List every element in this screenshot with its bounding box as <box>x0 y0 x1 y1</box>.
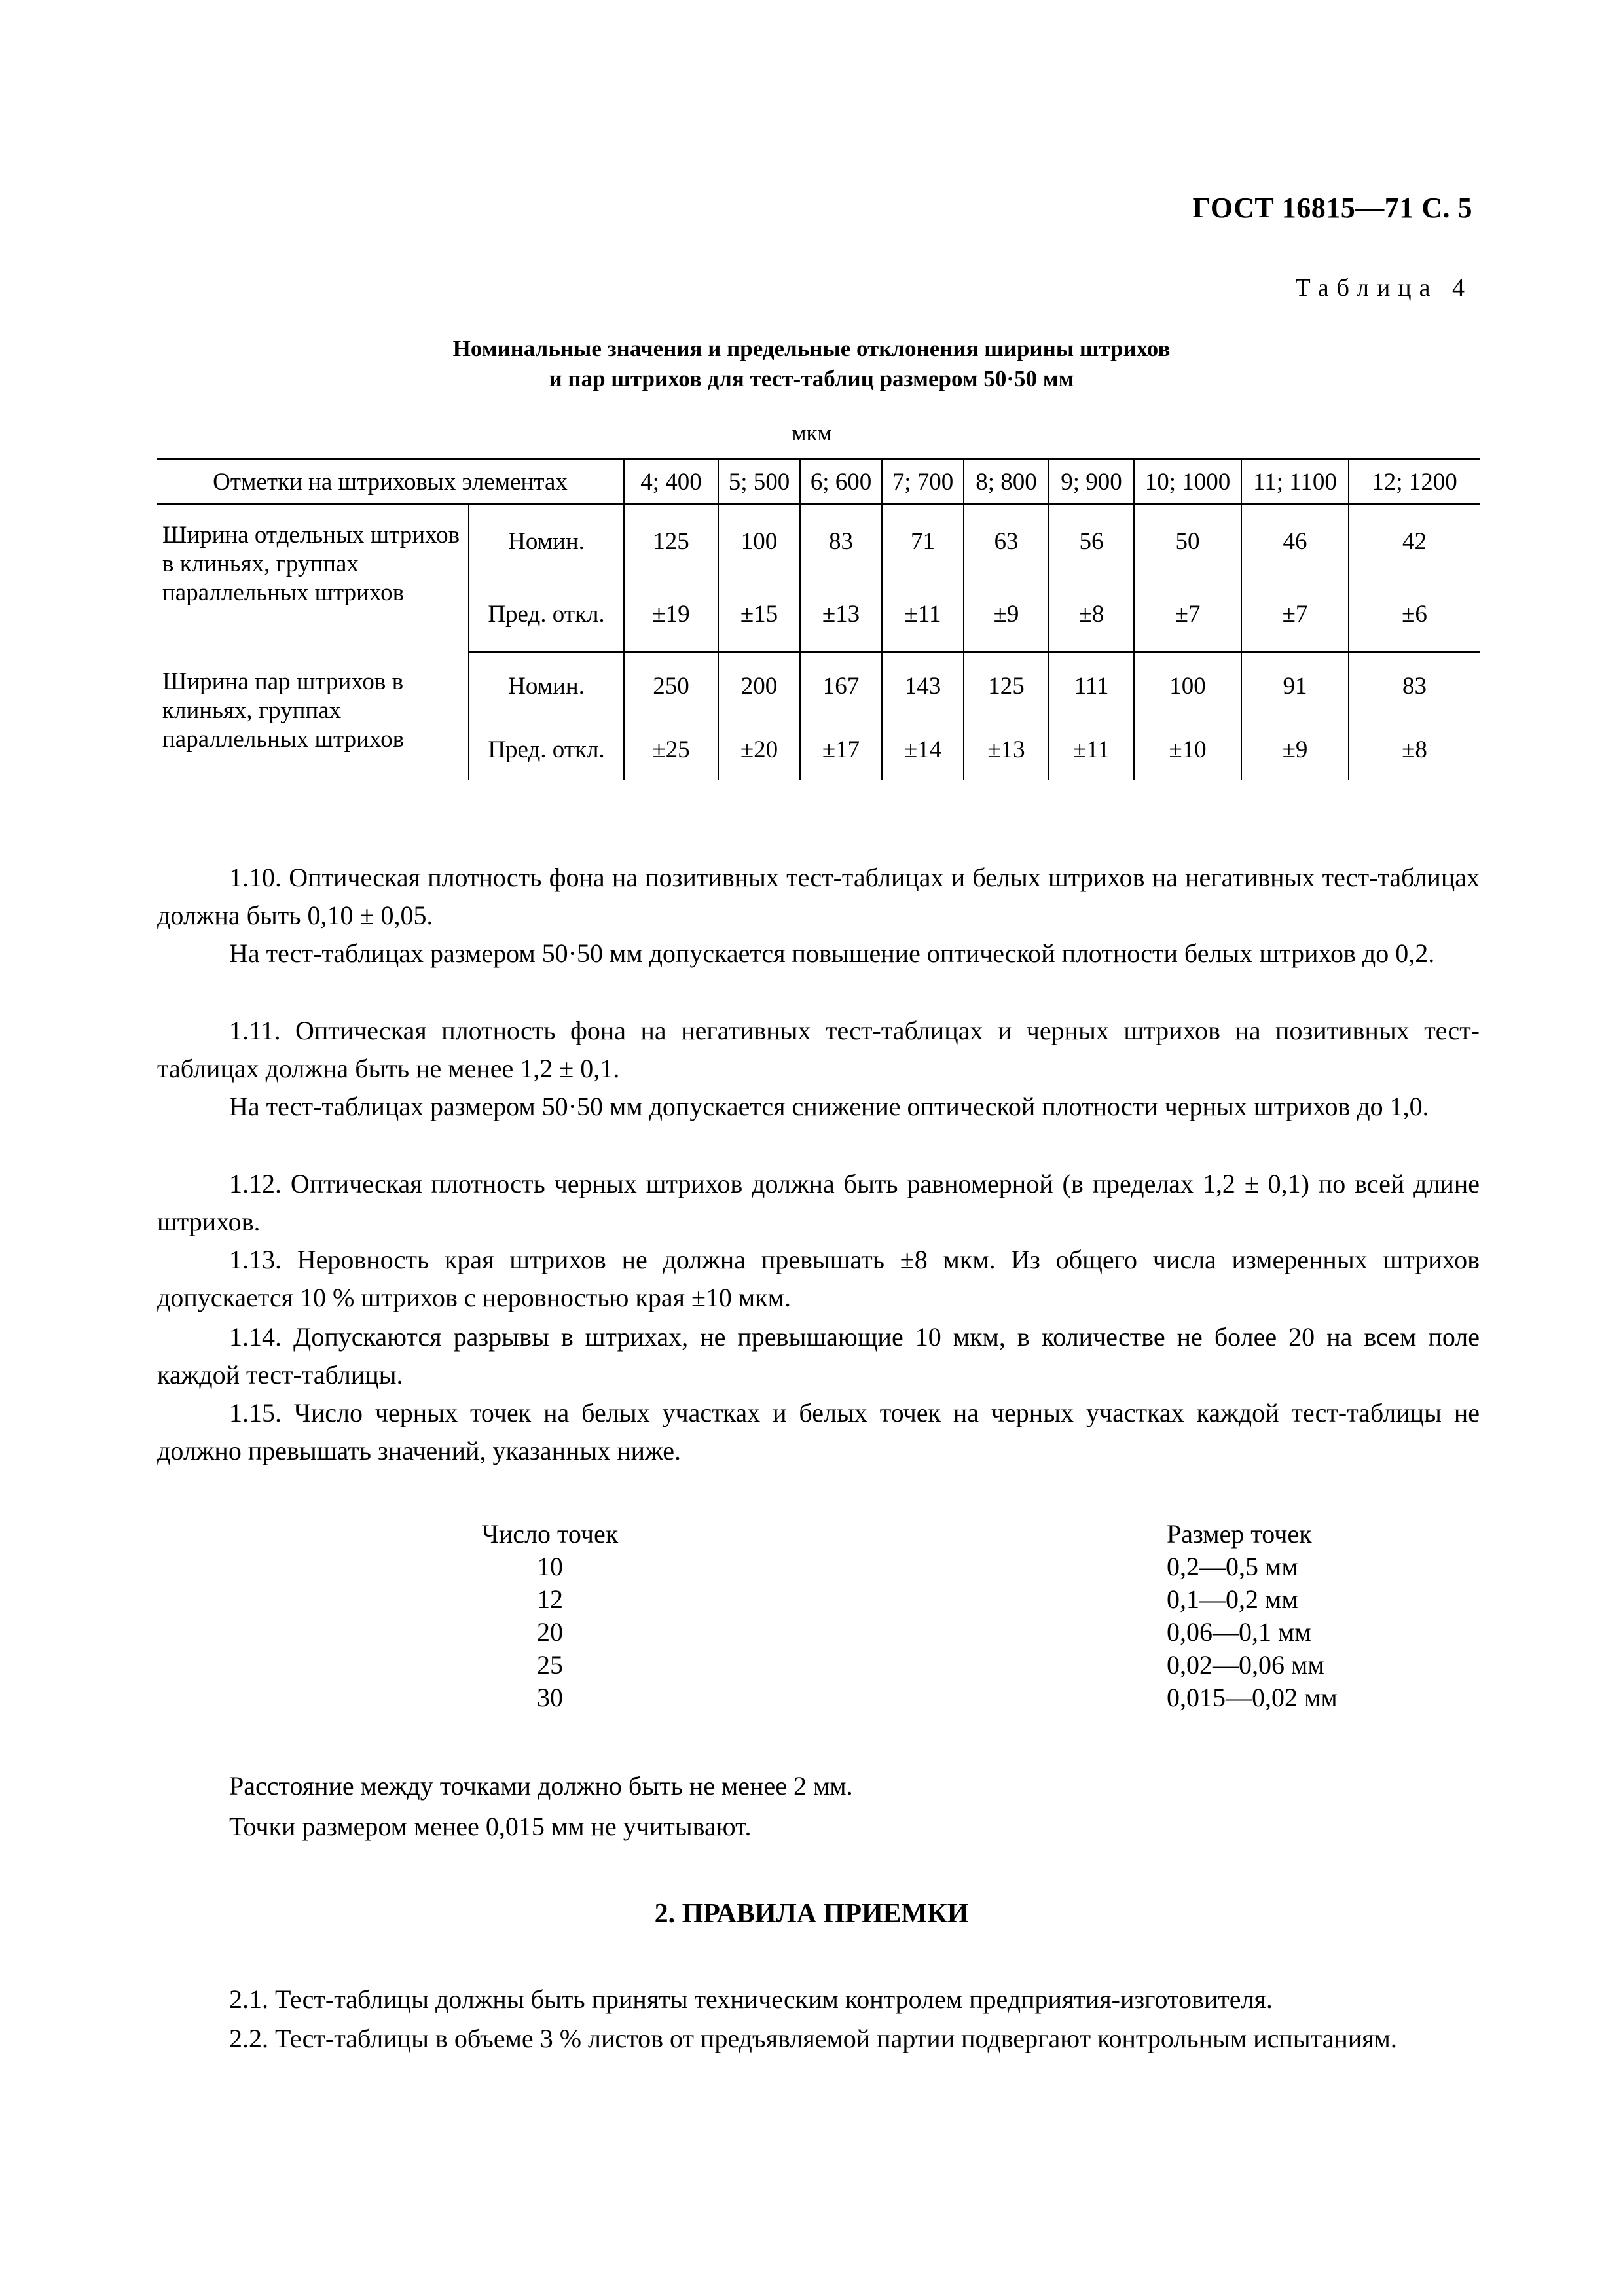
points-distance-note <box>157 1767 1480 1805</box>
row-group-label: Ширина отдельных штрихов в клиньях, группах параллельных штрихов <box>157 505 469 652</box>
paragraph-1-15 <box>157 1394 1480 1470</box>
paragraph-1-10-note <box>157 935 1480 973</box>
points-count-header: Число точек <box>481 1519 619 1549</box>
table-cell: 111 <box>1049 652 1134 720</box>
table-cell: ±15 <box>718 577 800 652</box>
paragraph-text: На тест-таблицах размером 50·50 мм допускается снижение оптической плотности черных штрихов до 1,0. <box>229 1092 1429 1121</box>
table-cell: 91 <box>1241 652 1349 720</box>
table-cell: ±7 <box>1241 577 1349 652</box>
points-size: 0,1—0,2 мм <box>1167 1585 1298 1614</box>
table-cell: 125 <box>964 652 1049 720</box>
row-kind: Номин. <box>469 505 624 578</box>
table-units: мкм <box>792 420 832 446</box>
table-cell: ±19 <box>624 577 718 652</box>
table-cell: 100 <box>1134 652 1241 720</box>
paragraph-text: 1.15. Число черных точек на белых участках и белых точек на черных участках каждой тест-таблицы не должно превышать значений, указанных ниже. <box>157 1398 1480 1465</box>
table-cell: ±7 <box>1134 577 1241 652</box>
table-cell: ±11 <box>1049 719 1134 780</box>
table-cell: 71 <box>882 505 964 578</box>
column-header: 10; 1000 <box>1134 459 1241 505</box>
table-cell: 50 <box>1134 505 1241 578</box>
table-cell: ±6 <box>1349 577 1480 652</box>
points-count: 12 <box>537 1585 563 1614</box>
table-cell: ±13 <box>964 719 1049 780</box>
paragraph-1-13 <box>157 1241 1480 1317</box>
table-cell: 46 <box>1241 505 1349 578</box>
table-cell: 100 <box>718 505 800 578</box>
column-header: 6; 600 <box>800 459 882 505</box>
row-kind: Пред. откл. <box>469 719 624 780</box>
points-size: 0,02—0,06 мм <box>1167 1650 1324 1679</box>
document-reference: ГОСТ 16815—71 С. 5 <box>1192 192 1472 224</box>
column-header: 5; 500 <box>718 459 800 505</box>
table-title-line-1: Номинальные значения и предельные отклонения ширины штрихов <box>452 336 1171 361</box>
points-ignore-note <box>157 1808 1480 1846</box>
paragraph-text: 1.11. Оптическая плотность фона на негативных тест-таблицах и черных штрихов на позитивных тест-таблицах должна быть не менее 1,2 ± 0,1. <box>157 1016 1480 1083</box>
table-row <box>157 505 1480 578</box>
table-cell: 167 <box>800 652 882 720</box>
table-cell: ±13 <box>800 577 882 652</box>
points-count: 30 <box>537 1683 563 1712</box>
paragraph-text: 2.1. Тест-таблицы должны быть приняты техническим контролем предприятия-изготовителя. <box>229 1984 1273 2014</box>
paragraph-text: Точки размером менее 0,015 мм не учитывают. <box>229 1812 752 1841</box>
column-header-marks: Отметки на штриховых элементах <box>157 459 624 505</box>
paragraph-text: 2.2. Тест-таблицы в объеме 3 % листов от предъявляемой партии подвергают контрольным испытаниям. <box>229 2024 1397 2053</box>
row-kind: Пред. откл. <box>469 577 624 652</box>
paragraph-1-10 <box>157 859 1480 935</box>
table-header-row <box>157 459 1480 505</box>
table-cell: 56 <box>1049 505 1134 578</box>
column-header: 9; 900 <box>1049 459 1134 505</box>
row-group-label: Ширина пар штрихов в клиньях, группах параллельных штрихов <box>157 652 469 780</box>
table-cell: ±8 <box>1049 577 1134 652</box>
table-cell: 83 <box>1349 652 1480 720</box>
paragraph-text: 1.10. Оптическая плотность фона на позитивных тест-таблицах и белых штрихов на негативных тест-таблицах должна быть 0,10 ± 0,05. <box>157 863 1480 930</box>
table-cell: 125 <box>624 505 718 578</box>
points-count: 25 <box>537 1650 563 1679</box>
paragraph-text: На тест-таблицах размером 50·50 мм допускается повышение оптической плотности белых штрихов до 0,2. <box>229 939 1435 968</box>
paragraph-1-14 <box>157 1318 1480 1394</box>
table-cell: ±8 <box>1349 719 1480 780</box>
table-cell: ±10 <box>1134 719 1241 780</box>
table-cell: ±25 <box>624 719 718 780</box>
paragraph-1-11-note <box>157 1088 1480 1126</box>
paragraph-text: 1.12. Оптическая плотность черных штрихов должна быть равномерной (в пределах 1,2 ± 0,1) по всей длине штрихов. <box>157 1169 1480 1236</box>
table-title <box>0 334 1623 394</box>
points-size: 0,2—0,5 мм <box>1167 1552 1298 1581</box>
table-cell: 200 <box>718 652 800 720</box>
table-cell: ±9 <box>1241 719 1349 780</box>
table-cell: 250 <box>624 652 718 720</box>
paragraph-text: Расстояние между точками должно быть не менее 2 мм. <box>229 1771 853 1801</box>
table-cell: 83 <box>800 505 882 578</box>
row-kind: Номин. <box>469 652 624 720</box>
points-size: 0,015—0,02 мм <box>1167 1683 1338 1712</box>
points-size-header: Размер точек <box>1167 1519 1312 1549</box>
column-header: 4; 400 <box>624 459 718 505</box>
points-size: 0,06—0,1 мм <box>1167 1617 1311 1647</box>
column-header: 7; 700 <box>882 459 964 505</box>
paragraph-1-12 <box>157 1165 1480 1241</box>
points-count: 20 <box>537 1617 563 1647</box>
section-title: 2. ПРАВИЛА ПРИЕМКИ <box>654 1899 969 1929</box>
points-count: 10 <box>537 1552 563 1581</box>
table-cell: ±11 <box>882 577 964 652</box>
paragraph-2-2 <box>157 2020 1480 2058</box>
stroke-width-table <box>157 458 1480 780</box>
table-cell: ±20 <box>718 719 800 780</box>
paragraph-1-11 <box>157 1012 1480 1088</box>
column-header: 11; 1100 <box>1241 459 1349 505</box>
table-cell: 42 <box>1349 505 1480 578</box>
paragraph-text: 1.14. Допускаются разрывы в штрихах, не превышающие 10 мкм, в количестве не более 20 на всем поле каждой тест-таблицы. <box>157 1322 1480 1390</box>
table-cell: ±9 <box>964 577 1049 652</box>
table-number-label: Таблица 4 <box>1295 274 1472 302</box>
table-row <box>157 652 1480 720</box>
column-header: 12; 1200 <box>1349 459 1480 505</box>
table-cell: 143 <box>882 652 964 720</box>
table-cell: 63 <box>964 505 1049 578</box>
column-header: 8; 800 <box>964 459 1049 505</box>
table-cell: ±17 <box>800 719 882 780</box>
paragraph-text: 1.13. Неровность края штрихов не должна превышать ±8 мкм. Из общего числа измеренных штрихов допускается 10 % штрихов с неровностью края ±10 мкм. <box>157 1245 1480 1312</box>
table-cell: ±14 <box>882 719 964 780</box>
paragraph-2-1 <box>157 1981 1480 2018</box>
table-title-line-2: и пар штрихов для тест-таблиц размером 50·50 мм <box>549 366 1074 391</box>
